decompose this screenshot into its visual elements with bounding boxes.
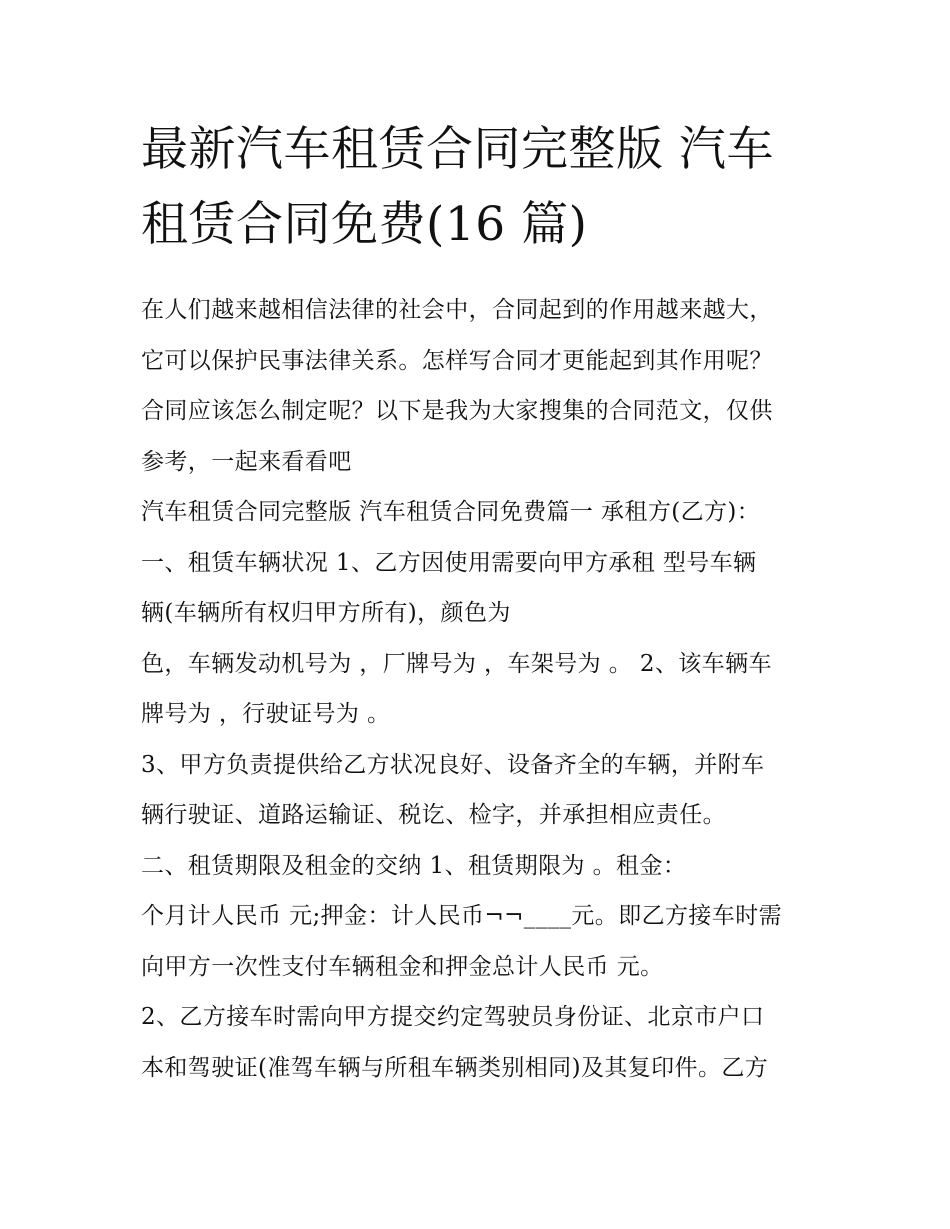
body-line: 色，车辆发动机号为 ，厂牌号为 ，车架号为 。 2、该车辆车 bbox=[141, 650, 772, 677]
body-line: 辆(车辆所有权归甲方所有)，颜色为 bbox=[141, 600, 511, 626]
body-line: 2、乙方接车时需向甲方提交约定驾驶员身份证、北京市户口 bbox=[141, 1004, 765, 1030]
body-line: 个月计人民币 元;押金：计人民币¬¬____元。即乙方接车时需 bbox=[141, 903, 783, 929]
body-line: 牌号为 ，行驶证号为 。 bbox=[141, 701, 391, 727]
title-line: 租赁合同免费(16 篇) bbox=[141, 197, 588, 252]
body-line: 它可以保护民事法律关系。怎样写合同才更能起到其作用呢？ bbox=[141, 347, 773, 374]
body-line: 本和驾驶证(准驾车辆与所租车辆类别相同)及其复印件。乙方 bbox=[141, 1054, 769, 1081]
body-line: 在人们越来越相信法律的社会中，合同起到的作用越来越大， bbox=[141, 297, 773, 323]
body-line: 汽车租赁合同完整版 汽车租赁合同免费篇一 承租方(乙方)： bbox=[141, 499, 761, 525]
document-body bbox=[141, 285, 821, 1093]
body-line: 向甲方一次性支付车辆租金和押金总计人民币 元。 bbox=[141, 953, 664, 980]
body-line: 参考，一起来看看吧 bbox=[141, 448, 352, 475]
body-line: 辆行驶证、道路运输证、税讫、检字，并承担相应责任。 bbox=[141, 802, 726, 828]
body-line: 一、租赁车辆状况 1、乙方因使用需要向甲方承租 型号车辆 bbox=[141, 549, 757, 576]
title-line: 最新汽车租赁合同完整版 汽车 bbox=[141, 122, 774, 177]
body-line: 3、甲方负责提供给乙方状况良好、设备齐全的车辆，并附车 bbox=[141, 751, 765, 778]
document-title bbox=[141, 112, 821, 262]
document-page bbox=[141, 112, 821, 1093]
body-line: 二、租赁期限及租金的交纳 1、租赁期限为 。租金： bbox=[141, 852, 687, 879]
body-line: 合同应该怎么制定呢？以下是我为大家搜集的合同范文，仅供 bbox=[141, 398, 773, 424]
